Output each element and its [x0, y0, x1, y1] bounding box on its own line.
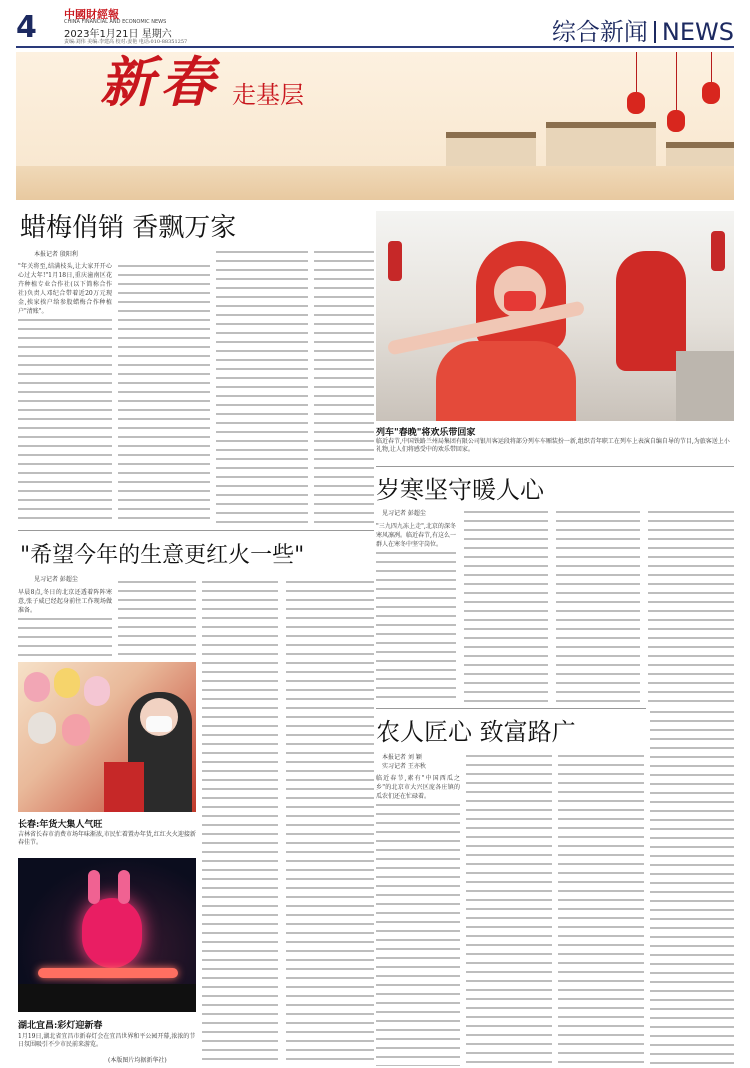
- article-headline: 岁寒坚守暖人心: [376, 476, 544, 504]
- performer-dress: [436, 341, 576, 421]
- photo-title: 列车"春晚"将欢乐带回家: [376, 428, 476, 438]
- lantern-icon: [627, 92, 645, 114]
- lantern-icon: [702, 82, 720, 104]
- article-body: [18, 262, 112, 524]
- article-body: [314, 248, 374, 524]
- plush-toy: [54, 668, 80, 698]
- passenger-figure: [676, 351, 734, 421]
- divider: [376, 708, 646, 709]
- photo-caption: 吉林省长春市消费市场年味渐浓,市民忙着置办年货,红红火火迎接新春佳节。: [18, 831, 196, 846]
- photo-caption: 1月19日,湖北省宜昌市新春灯会在宜昌世界和平公园开幕,浓浓的节日氛围吸引不少市民前来游览。: [18, 1033, 196, 1048]
- page-number: 4: [16, 10, 37, 45]
- article-byline: 见习记者 彭超尘: [34, 576, 78, 583]
- crowd-silhouette: [18, 984, 196, 1012]
- article-headline: 蜡梅俏销 香飘万家: [20, 213, 237, 243]
- article-body: [18, 588, 112, 658]
- rabbit-ear: [88, 870, 100, 904]
- plush-toy: [62, 714, 90, 746]
- article-byline: 本报记者 刘 颖: [382, 754, 422, 761]
- article-headline: "希望今年的生意更红火一些": [20, 543, 305, 568]
- paper-name: 中國財經報: [64, 8, 119, 21]
- banner-subtitle: 走基层: [232, 81, 304, 109]
- light-string: [38, 968, 178, 978]
- article-body: [376, 522, 456, 702]
- issue-date: 2023年1月21日 星期六: [64, 29, 172, 40]
- lantern-string: [636, 52, 637, 92]
- article-lead: "三九四九冻上走",北京的深冬寒风凛冽。临近春节,有这么一群人在寒冬中坚守岗位。: [376, 523, 456, 548]
- article-headline: 农人匠心 致富路广: [376, 718, 576, 746]
- article-byline: 实习记者 王亦秋: [382, 763, 426, 770]
- plush-toy: [28, 712, 56, 744]
- article-body: [650, 708, 734, 1066]
- article-body: [202, 578, 278, 1066]
- article-body: [648, 508, 734, 702]
- paper-name-en: CHINA FINANCIAL AND ECONOMIC NEWS: [64, 19, 167, 25]
- face-mask: [504, 291, 536, 311]
- article-body: [376, 774, 460, 1066]
- banner-ground: [16, 166, 734, 200]
- divider: [18, 530, 374, 531]
- article-body: [556, 508, 640, 702]
- article-lead: "年关将至,结满枝头,让大家开开心心过大年!"1月18日,重庆潼南区花卉种植专业合作社(以下简称合作社)负责人邓纪合带着近20万元现金,挨家挨户给参股蜡梅合作种植户"清账"。: [18, 263, 112, 315]
- new-year-market-photo: [18, 662, 196, 812]
- article-byline: 见习记者 彭超尘: [382, 510, 426, 517]
- village-house: [546, 122, 656, 172]
- article-body: [118, 578, 196, 658]
- photo-title: 湖北宜昌:彩灯迎新春: [18, 1021, 103, 1031]
- divider: [376, 466, 734, 467]
- lantern-icon: [667, 110, 685, 132]
- editor-info: 责编:刘伟 美编:李建高 校对:姜艳 电话:010-88351257: [64, 39, 188, 45]
- photo-title: 长春:年货大集人气旺: [18, 820, 103, 830]
- article-byline: 本报记者 殷阳利: [34, 251, 78, 258]
- article-body: [216, 248, 308, 524]
- photo-caption: 临近春节,中国铁路兰州局集团有限公司银川客运段将部分列车车厢装扮一新,组织青年职工在列车上表演自编自导的节目,为旅客送上小礼物,让人们将感受中的欢乐带回家。: [376, 438, 730, 453]
- article-lead: 临近春节,素有"中国西瓜之乡"的北京市大兴区庞各庄镇的瓜农们还在忙碌着。: [376, 775, 460, 800]
- section-title-cn: 综合新闻: [551, 18, 648, 46]
- lantern-string: [676, 52, 677, 112]
- rabbit-ear: [118, 870, 130, 904]
- plush-toy: [24, 672, 50, 702]
- banner-title: 新春: [100, 50, 220, 114]
- lantern-festival-photo: [18, 858, 196, 1012]
- article-lead: 早晨8点,冬日的北京还透着阵阵寒意,张子威已经起身前往工作现场做准备。: [18, 589, 112, 614]
- face-mask: [146, 716, 172, 732]
- article-body: [118, 262, 210, 524]
- article-body: [286, 578, 374, 1066]
- lantern-string: [711, 52, 712, 82]
- rabbit-lantern: [82, 898, 142, 968]
- article-body: [466, 752, 552, 1066]
- section-divider: [654, 21, 656, 43]
- train-performance-photo: [376, 211, 734, 421]
- article-body: [558, 752, 644, 1066]
- section-title-en: NEWS: [661, 18, 734, 46]
- plush-toy: [84, 676, 110, 706]
- section-title: [552, 12, 734, 47]
- knot-ornament: [711, 231, 725, 271]
- knot-ornament: [388, 241, 402, 281]
- red-goods: [104, 762, 144, 812]
- article-body: [464, 508, 548, 702]
- photo-credit: (本版图片均据新华社): [108, 1057, 167, 1064]
